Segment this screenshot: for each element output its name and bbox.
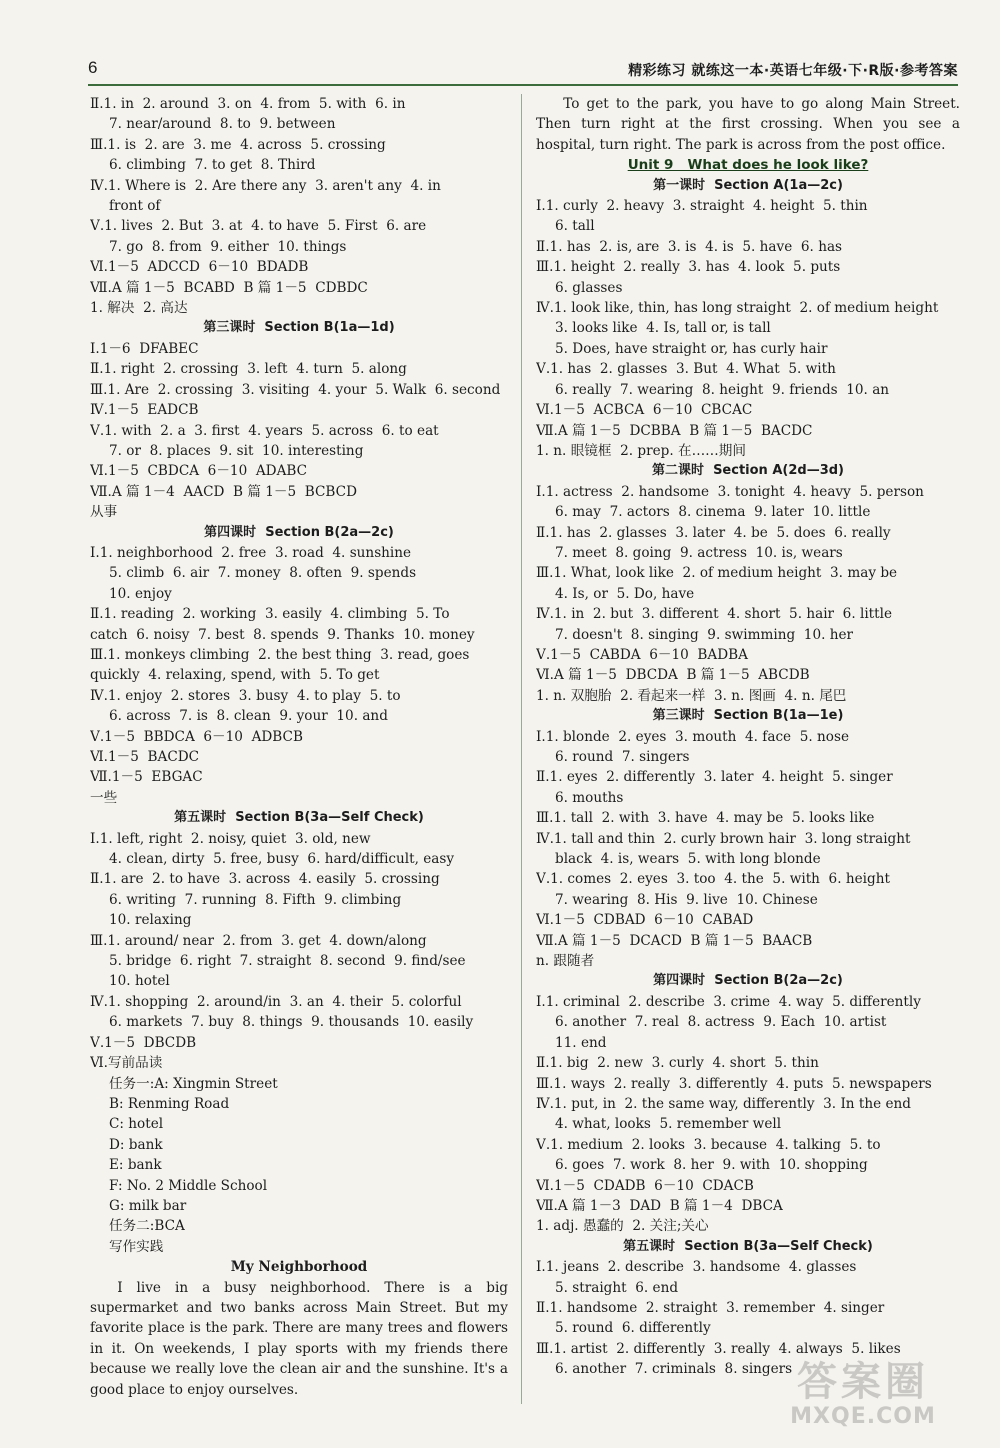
answer-line: 1. n. 眼镜框 2. prep. 在……期间 [536,442,746,459]
essay-paragraph: To get to the park, you have to go along Main Street. Then turn right at the first crossing. When you see a hospital, turn right. The park is across from the post office. [536,96,960,153]
answer-line: 6. markets 7. buy 8. things 9. thousands 10. easily [109,1014,474,1031]
answer-line: Ⅵ.1－5 ACBCA 6－10 CBCAC [536,402,753,419]
answer-line: 4. Is, or 5. Do, have [555,585,695,602]
answer-line: Ⅱ.1. big 2. new 3. curly 4. short 5. thin [536,1055,819,1072]
answer-line: D: bank [109,1136,163,1153]
answer-line: 10. relaxing [109,912,192,929]
answer-line: 5. round 6. differently [555,1320,711,1337]
answer-line: front of [109,198,161,215]
answer-line: Ⅰ.1－6 DFABEC [90,340,199,357]
answer-line: 4. what, looks 5. remember well [555,1116,782,1133]
answer-line: 7. doesn't 8. singing 9. swimming 10. her [555,626,854,643]
answer-line: Ⅴ.1. has 2. glasses 3. But 4. What 5. with [536,361,836,378]
section-heading: 第二课时 Section A(2d—3d) [652,463,844,479]
essay-title: My Neighborhood [230,1259,368,1276]
answer-line: Ⅲ.1. around/ near 2. from 3. get 4. down/along [90,932,427,949]
answer-line: Ⅱ.1. right 2. crossing 3. left 4. turn 5. along [90,361,407,378]
answer-line: black 4. is, wears 5. with long blonde [555,851,821,868]
answer-line: Ⅰ.1. criminal 2. describe 3. crime 4. way 5. differently [536,993,921,1010]
answer-line: Ⅴ.1－5 BBDCA 6－10 ADBCB [90,728,303,745]
answer-line: 6. may 7. actors 8. cinema 9. later 10. little [555,504,871,521]
section-heading: 第五课时 Section B(3a—Self Check) [623,1238,873,1254]
answer-line: Ⅳ.1. enjoy 2. stores 3. busy 4. to play 5. to [90,687,401,704]
answer-line: 5. bridge 6. right 7. straight 8. second 9. find/see [109,953,466,970]
answer-line: Ⅱ.1. has 2. glasses 3. later 4. be 5. does 6. really [536,524,891,541]
answer-line: Ⅰ.1. curly 2. heavy 3. straight 4. height 5. thin [536,198,868,215]
answer-line: 6. really 7. wearing 8. height 9. friends 10. an [555,381,890,398]
answer-line: Ⅳ.1. Where is 2. Are there any 3. aren't any 4. in [90,177,441,194]
answer-line: n. 跟随者 [536,953,595,970]
answer-line: 1. 解决 2. 高达 [90,300,188,317]
answer-line: 6. another 7. criminals 8. singers [555,1361,793,1378]
answer-line: 10. hotel [109,973,170,990]
answer-line: catch 6. noisy 7. best 8. spends 9. Thanks 10. money [90,626,475,643]
answer-line: 6. mouths [555,789,624,806]
answer-line: Ⅰ.1. neighborhood 2. free 3. road 4. sunshine [90,544,412,561]
answer-line: 写作实践 [109,1238,164,1255]
answer-line: Ⅴ.1. lives 2. But 3. at 4. to have 5. First 6. are [90,218,427,235]
answer-line: 7. wearing 8. His 9. live 10. Chinese [555,891,818,908]
answer-line: B: Renming Road [109,1095,230,1112]
answer-line: Ⅲ.1. What, look like 2. of medium height 3. may be [536,565,898,582]
answer-line: 5. climb 6. air 7. money 8. often 9. spends [109,565,417,582]
right-column [536,94,960,1380]
answer-line: 6. across 7. is 8. clean 9. your 10. and [109,708,388,725]
answer-line: Ⅱ.1. in 2. around 3. on 4. from 5. with 6. in [90,96,406,112]
answer-line: Ⅰ.1. actress 2. handsome 3. tonight 4. heavy 5. person [536,483,924,500]
answer-line: Ⅴ.1. comes 2. eyes 3. too 4. the 5. with 6. height [536,871,890,888]
section-heading: 第三课时 Section B(1a—1d) [203,320,395,336]
unit-heading-text: Unit 9 What does he look like? [627,157,869,174]
answer-line: Ⅵ.1－5 CBDCA 6－10 ADABC [90,463,308,480]
answer-line: Ⅱ.1. reading 2. working 3. easily 4. climbing 5. To [90,606,450,623]
answer-line: 任务二:BCA [109,1218,185,1235]
section-heading: 第一课时 Section A(1a—2c) [653,177,843,193]
section-heading: 第五课时 Section B(3a—Self Check) [174,810,424,826]
answer-line: Ⅴ.1. with 2. a 3. first 4. years 5. across 6. to eat [90,422,439,439]
answer-line: Ⅶ.1－5 EBGAC [90,769,203,786]
answer-line: 10. enjoy [109,585,172,602]
answer-line: Ⅵ.1－5 CDBAD 6－10 CABAD [536,912,754,929]
answer-line: Ⅳ.1－5 EADCB [90,402,199,419]
answer-line: Ⅲ.1. artist 2. differently 3. really 4. always 5. likes [536,1340,901,1357]
answer-line: 5. Does, have straight or, has curly hair [555,340,828,357]
section-heading: 第四课时 Section B(2a—2c) [204,524,394,540]
answer-line: Ⅱ.1. handsome 2. straight 3. remember 4. singer [536,1299,885,1316]
answer-line: Ⅱ.1. are 2. to have 3. across 4. easily 5. crossing [90,871,440,888]
section-heading: 第三课时 Section B(1a—1e) [652,708,844,724]
answer-line: 7. or 8. places 9. sit 10. interesting [109,442,364,459]
answer-line: Ⅴ.1－5 CABDA 6－10 BADBA [536,646,748,663]
answer-line: 7. meet 8. going 9. actress 10. is, wears [555,544,843,561]
answer-line: 任务一:A: Xingmin Street [109,1075,278,1092]
answer-line: Ⅶ.A 篇 1－5 DCACD B 篇 1－5 BAACB [536,932,813,949]
answer-line: C: hotel [109,1116,164,1133]
answer-line: Ⅰ.1. left, right 2. noisy, quiet 3. old, new [90,830,371,847]
answer-line: Ⅳ.1. look like, thin, has long straight 2. of medium height [536,300,939,317]
answer-line: Ⅴ.1. medium 2. looks 3. because 4. talking 5. to [536,1136,881,1153]
answer-line: 1. adj. 愚蠢的 2. 关注;关心 [536,1218,709,1235]
answer-line: Ⅲ.1. Are 2. crossing 3. visiting 4. your 5. Walk 6. second [90,381,501,398]
answer-line: 一些 [90,789,118,806]
answer-line: Ⅲ.1. is 2. are 3. me 4. across 5. crossing [90,136,386,153]
header-rule [88,84,958,86]
answer-line: Ⅱ.1. has 2. is, are 3. is 4. is 5. have 6. has [536,238,843,255]
answer-line: Ⅲ.1. monkeys climbing 2. the best thing 3. read, goes [90,646,470,663]
answer-line: Ⅶ.A 篇 1－4 AACD B 篇 1－5 BCBCD [90,483,357,500]
header-title: 精彩练习 就练这一本·英语七年级·下·R版·参考答案 [628,63,958,79]
left-column [90,94,508,1400]
answer-line: 从事 [90,504,118,521]
answer-line: F: No. 2 Middle School [109,1177,268,1194]
answer-line: Ⅵ.1－5 CDADB 6－10 CDACB [536,1177,754,1194]
answer-line: 6. writing 7. running 8. Fifth 9. climbing [109,891,402,908]
page-number: 6 [88,58,98,77]
answer-line: 3. looks like 4. Is, tall or, is tall [555,320,771,337]
answer-line: Ⅵ.写前品读 [90,1055,163,1072]
answer-line: 7. go 8. from 9. either 10. things [109,238,347,255]
answer-line: Ⅵ.1－5 ADCCD 6－10 BDADB [90,259,309,276]
answer-line: 1. n. 双胞胎 2. 看起来一样 3. n. 图画 4. n. 尾巴 [536,687,847,704]
answer-line: 6. round 7. singers [555,749,690,765]
section-heading: 第四课时 Section B(2a—2c) [653,973,843,989]
essay-paragraph: I live in a busy neighborhood. There is a big supermarket and two banks across Main Street. But my favorite place is the park. There are many trees and flowers in it. On weekends, I play sports with my friends there because we really love the clean air and the sunshine. It's a good place to enjoy ourselves. [90,1279,508,1398]
unit-heading [536,155,960,175]
answer-line: Ⅲ.1. ways 2. really 3. differently 4. puts 5. newspapers [536,1075,932,1092]
answer-line: Ⅶ.A 篇 1－5 DCBBA B 篇 1－5 BACDC [536,422,813,439]
answer-line: Ⅳ.1. in 2. but 3. different 4. short 5. hair 6. little [536,606,892,623]
answer-line: 7. near/around 8. to 9. between [109,116,336,133]
answer-line: Ⅰ.1. blonde 2. eyes 3. mouth 4. face 5. nose [536,728,849,745]
answer-line: 6. another 7. real 8. actress 9. Each 10. artist [555,1014,887,1031]
answer-line: Ⅲ.1. height 2. really 3. has 4. look 5. puts [536,259,841,276]
answer-line: quickly 4. relaxing, spend, with 5. To get [90,667,380,684]
answer-line: Ⅶ.A 篇 1－3 DAD B 篇 1－4 DBCA [536,1197,783,1214]
answer-line: Ⅳ.1. shopping 2. around/in 3. an 4. their 5. colorful [90,993,462,1010]
answer-line: 6. goes 7. work 8. her 9. with 10. shopping [555,1157,868,1174]
answer-line: Ⅲ.1. tall 2. with 3. have 4. may be 5. looks like [536,810,875,827]
answer-line: 6. glasses [555,279,623,296]
answer-line: Ⅶ.A 篇 1－5 BCABD B 篇 1－5 CDBDC [90,279,368,296]
answer-line: Ⅳ.1. put, in 2. the same way, differently 3. In the end [536,1095,911,1112]
watermark [748,1360,978,1440]
answer-line: Ⅵ.A 篇 1－5 DBCDA B 篇 1－5 ABCDB [536,667,810,684]
answer-line: 6. climbing 7. to get 8. Third [109,157,316,174]
answer-line: Ⅳ.1. tall and thin 2. curly brown hair 3. long straight [536,830,911,847]
answer-line: G: milk bar [109,1197,187,1214]
watermark-logo-text: 答案圈 [797,1359,929,1405]
answer-line: 4. clean, dirty 5. free, busy 6. hard/difficult, easy [109,851,455,868]
answer-line: Ⅰ.1. jeans 2. describe 3. handsome 4. glasses [536,1259,857,1276]
answer-line: E: bank [109,1157,162,1174]
answer-line: 5. straight 6. end [555,1279,679,1296]
column-divider [521,94,522,1404]
answer-line: Ⅴ.1－5 DBCDB [90,1034,197,1051]
answer-line: Ⅱ.1. eyes 2. differently 3. later 4. height 5. singer [536,769,893,786]
answer-line: 11. end [555,1034,607,1051]
answer-line: Ⅵ.1－5 BACDC [90,749,200,765]
watermark-url: MXQE.COM [790,1404,936,1429]
answer-line: 6. tall [555,218,595,235]
